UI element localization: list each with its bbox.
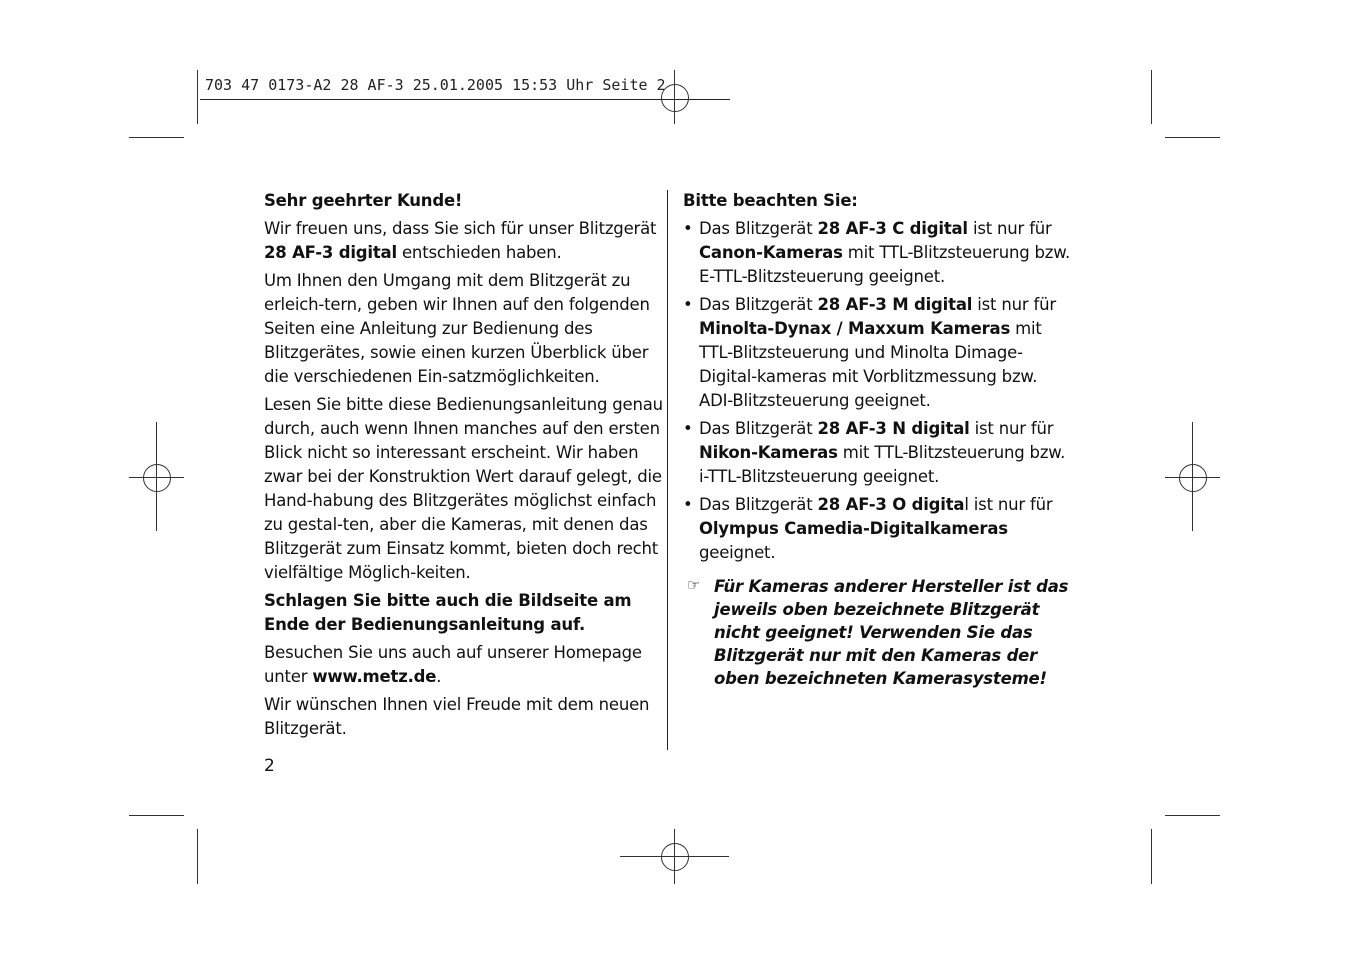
- paragraph-image-page: Schlagen Sie bitte auch die Bildseite am Ende der Bedienungsanleitung auf.: [264, 591, 632, 634]
- paragraph-homepage: Besuchen Sie uns auch auf unserer Homepage unter www.metz.de.: [264, 643, 642, 686]
- print-slug: 703 47 0173-A2 28 AF-3 25.01.2005 15:53 Uhr Seite 2: [205, 76, 666, 94]
- paragraph-guide: Um Ihnen den Umgang mit dem Blitzgerät zu erleich-tern, geben wir Ihnen auf den folgenden Seiten eine Anleitung zur Bedienung des Blitzgerätes, sowie einen kurzen Überblick über die verschiedenen Ein-satzmöglichkeiten.: [264, 271, 650, 386]
- crop-mark-top-right-horizontal: [1165, 137, 1220, 138]
- page-number: 2: [264, 756, 275, 776]
- paragraph-closing: Wir wünschen Ihnen viel Freude mit dem neuen Blitzgerät.: [264, 695, 650, 738]
- model-name: 28 AF-3 digital: [264, 243, 397, 262]
- bullet-icon: •: [683, 219, 693, 238]
- left-column: [264, 189, 664, 745]
- greeting: Sehr geehrter Kunde!: [264, 191, 463, 210]
- warning-note: ☞ Für Kameras anderer Hersteller ist das jeweils oben bezeichnete Blitzgerät nicht geeignet! Verwenden Sie das Blitzgerät nur mit den Kameras der oben bezeichneten Kamerasysteme!: [687, 576, 1069, 688]
- paragraph-read-instructions: Lesen Sie bitte diese Bedienungsanleitung genau durch, auch wenn Ihnen manches auf den ersten Blick nicht so interessant erscheint. Wir haben zwar bei der Konstruktion Wert darauf gelegt, die Hand-habung des Blitzgerätes möglichst einfach zu gestal-ten, aber die Kameras, mit denen das Blitzgerät zum Einsatz kommt, bieten doch recht vielfältige Möglich-keiten.: [264, 395, 663, 582]
- crop-mark-top-right-vertical: [1151, 70, 1152, 124]
- bullet-item-minolta: • Das Blitzgerät 28 AF-3 M digital ist nur für Minolta-Dynax / Maxxum Kameras mit TTL-Blitzsteuerung und Minolta Dimage-Digital-kameras mit Vorblitzmessung bzw. ADI-Blitzsteuerung geeignet.: [683, 295, 1056, 410]
- crop-mark-top-left-vertical: [197, 70, 198, 124]
- bullet-item-nikon: • Das Blitzgerät 28 AF-3 N digital ist nur für Nikon-Kameras mit TTL-Blitzsteuerung bzw. i-TTL-Blitzsteuerung geeignet.: [683, 419, 1066, 486]
- bullet-icon: •: [683, 419, 693, 438]
- crop-mark-bottom-left-horizontal: [129, 815, 184, 816]
- crop-mark-bottom-right-horizontal: [1165, 815, 1220, 816]
- notice-heading: Bitte beachten Sie:: [683, 191, 858, 210]
- bullet-icon: •: [683, 295, 693, 314]
- slug-underline: [200, 99, 730, 100]
- bullet-icon: •: [683, 495, 693, 514]
- intro-paragraph: Wir freuen uns, dass Sie sich für unser Blitzgerät 28 AF-3 digital entschieden haben.: [264, 219, 657, 262]
- bullet-item-olympus: • Das Blitzgerät 28 AF-3 O digital ist nur für Olympus Camedia-Digitalkameras geeignet.: [683, 495, 1053, 562]
- right-column: [683, 189, 1073, 690]
- crop-mark-top-left-horizontal: [129, 137, 184, 138]
- column-divider: [667, 190, 668, 750]
- crop-mark-bottom-right-vertical: [1151, 829, 1152, 884]
- bullet-item-canon: • Das Blitzgerät 28 AF-3 C digital ist nur für Canon-Kameras mit TTL-Blitzsteuerung bzw. E-TTL-Blitzsteuerung geeignet.: [683, 219, 1071, 286]
- homepage-link[interactable]: www.metz.de: [312, 667, 437, 686]
- pointing-hand-icon: ☞: [687, 576, 701, 594]
- crop-mark-bottom-left-vertical: [197, 829, 198, 884]
